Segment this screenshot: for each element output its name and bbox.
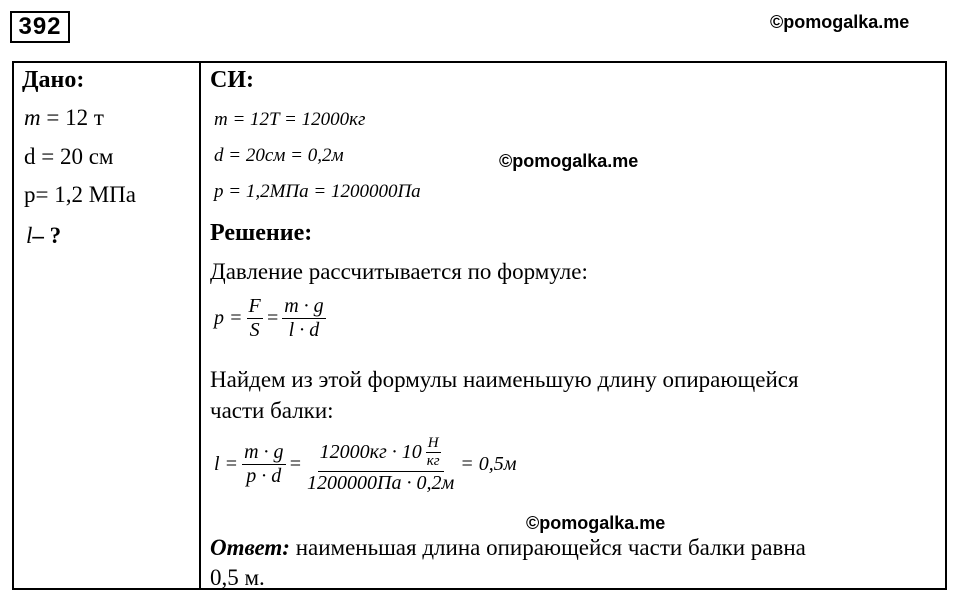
watermark-top: ©pomogalka.me — [770, 12, 910, 32]
formula2-result: = 0,5м — [460, 453, 517, 476]
given-pressure-symbol: p — [24, 182, 36, 207]
given-mass-symbol: m — [24, 105, 41, 130]
formula2-unit-newton: Н — [426, 435, 441, 453]
given-title: Дано: — [22, 67, 85, 93]
formula2-denominator-numeric: 1200000Па · 0,2м — [307, 471, 455, 494]
formula2-equals: = — [288, 453, 303, 476]
given-pressure-value: = 1,2 МПа — [35, 182, 136, 207]
given-pressure — [24, 182, 136, 208]
given-width-symbol: d — [24, 144, 36, 169]
si-pressure: p = 1,2МПа = 1200000Па — [214, 181, 421, 202]
si-mass: m = 12T = 12000кг — [214, 109, 366, 130]
formula1-fraction-fs — [247, 295, 263, 342]
problem-number: 392 — [10, 11, 70, 43]
solution-text-2a: Найдем из этой формулы наименьшую длину опирающейся — [210, 367, 799, 392]
formula-length — [214, 435, 517, 495]
si-title: СИ: — [210, 67, 254, 93]
answer-line-2: 0,5 м. — [210, 565, 265, 590]
column-divider — [199, 63, 201, 588]
answer-label: Ответ: — [210, 535, 290, 560]
given-unknown — [26, 223, 61, 249]
given-unknown-value: – ? — [32, 223, 62, 248]
answer-text: наименьшая длина опирающейся части балки равна — [289, 535, 806, 560]
formula1-numerator-f: F — [248, 295, 261, 317]
answer-line — [210, 535, 806, 561]
given-width — [24, 144, 113, 170]
formula2-fraction-numeric — [305, 435, 456, 495]
given-mass — [24, 105, 104, 131]
watermark-bottom: ©pomogalka.me — [526, 513, 666, 533]
solution-text-2b: части балки: — [210, 398, 334, 423]
given-width-value: = 20 см — [35, 144, 114, 169]
formula2-numerator-numeric — [318, 435, 444, 472]
formula2-lhs: l = — [214, 453, 239, 476]
formula1-equals: = — [265, 307, 280, 329]
formula1-denominator-ld: l · d — [288, 319, 320, 341]
formula2-fraction-mg-pd — [242, 441, 285, 488]
given-unknown-symbol: l — [26, 223, 33, 248]
formula1-denominator-s: S — [249, 319, 260, 341]
solution-text-1: Давление рассчитывается по формуле: — [210, 259, 588, 284]
formula2-numerator-mg: m · g — [244, 441, 284, 464]
watermark-middle: ©pomogalka.me — [499, 151, 639, 171]
si-width: d = 20см = 0,2м — [214, 145, 344, 166]
formula2-denominator-pd: p · d — [246, 465, 282, 488]
formula1-lhs: p = — [214, 307, 243, 329]
solution-table — [12, 61, 947, 590]
given-mass-value: = 12 т — [40, 105, 104, 130]
formula1-numerator-mg: m · g — [284, 295, 324, 317]
formula2-numerator-value: 12000кг · 10 — [319, 441, 422, 464]
formula2-unit-fraction — [425, 435, 442, 471]
formula2-unit-kg: кг — [426, 453, 440, 470]
solution-title: Решение: — [210, 220, 313, 246]
formula-pressure — [214, 295, 326, 342]
formula1-fraction-mg — [282, 295, 325, 342]
